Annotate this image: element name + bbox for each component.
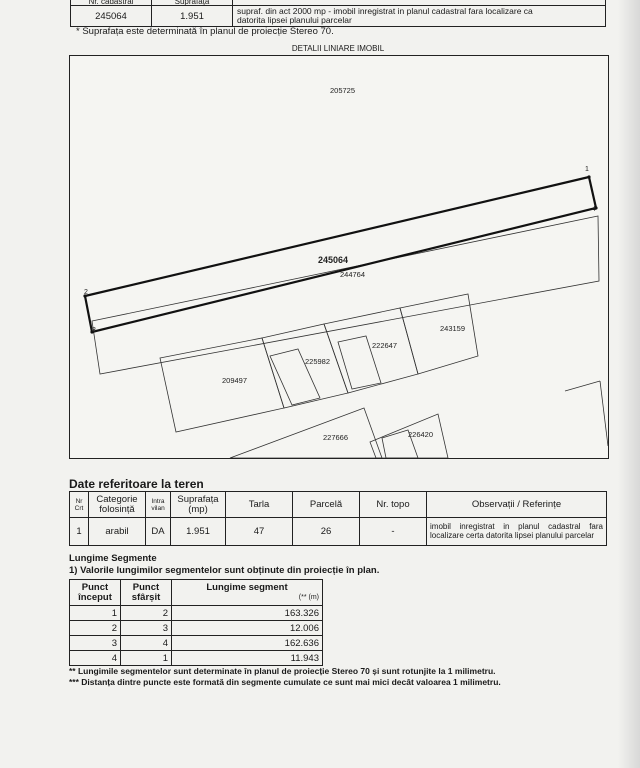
label-209497: 209497 bbox=[222, 376, 248, 385]
col-parcela: Parcelă bbox=[293, 492, 360, 518]
neighbour-edge-right-2 bbox=[600, 381, 608, 446]
segments-subtitle: 1) Valorile lungimilor segmentelor sunt obținute din proiecție în plan. bbox=[69, 565, 380, 576]
note-line-1: supraf. din act 2000 mp - imobil inregistrat in planul cadastral fara localizare ca bbox=[237, 6, 533, 16]
point-label-4: 4 bbox=[592, 206, 596, 213]
row-parcela: 26 bbox=[293, 518, 360, 546]
seg-end: 1 bbox=[121, 651, 172, 666]
row-observations: imobil inregistrat in planul cadastral fara localizare certa datorita lipsei planului parcelar bbox=[427, 518, 607, 546]
table-row bbox=[70, 621, 323, 636]
area-value: 1.951 bbox=[152, 6, 233, 27]
point-label-1: 1 bbox=[585, 166, 589, 173]
neighbour-parcel-209497 bbox=[160, 338, 284, 432]
point-label-2: 2 bbox=[84, 289, 88, 296]
table-row bbox=[70, 518, 607, 546]
table-row bbox=[70, 651, 323, 666]
col-topo: Nr. topo bbox=[360, 492, 427, 518]
col-end-point: Punct sfârșit bbox=[121, 580, 172, 606]
label-225982: 225982 bbox=[305, 357, 331, 366]
land-data-table bbox=[69, 491, 607, 546]
neighbour-edge-right bbox=[565, 381, 600, 391]
label-226420: 226420 bbox=[408, 430, 434, 439]
table-row bbox=[70, 636, 323, 651]
seg-length: 11.943 bbox=[172, 651, 323, 666]
neighbour-parcel-under-main bbox=[92, 216, 599, 374]
seg-end: 2 bbox=[121, 606, 172, 621]
row-nr: 1 bbox=[70, 518, 89, 546]
header-area: Suprafața bbox=[152, 0, 233, 6]
col-tarla: Tarla bbox=[226, 492, 293, 518]
col-segment-length bbox=[172, 580, 323, 606]
row-area: 1.951 bbox=[171, 518, 226, 546]
drawing-title: DETALII LINIARE IMOBIL bbox=[291, 44, 385, 53]
footnote-1: ** Lungimile segmentelor sunt determinate în planul de proiecție Stereo 70 și sunt rotunjite la 1 milimetru. bbox=[69, 666, 496, 676]
row-category: arabil bbox=[89, 518, 146, 546]
col-nr: Nr Crt bbox=[70, 492, 89, 518]
footnote-2: *** Distanța dintre puncte este formată din segmente cumulate ce sunt mai mici decât valoarea 1 milimetru. bbox=[69, 677, 501, 687]
seg-length: 12.006 bbox=[172, 621, 323, 636]
label-main-parcel: 245064 bbox=[318, 255, 349, 265]
cadastral-summary-table bbox=[70, 0, 606, 27]
segment-length-unit: (** (m) bbox=[298, 593, 319, 601]
segment-length-label: Lungime segment bbox=[206, 581, 288, 593]
row-tarla: 47 bbox=[226, 518, 293, 546]
row-intravilan: DA bbox=[146, 518, 171, 546]
point-1-marker bbox=[587, 175, 590, 178]
segments-title: Lungime Segmente bbox=[69, 553, 157, 564]
projection-note: * Suprafața este determinată în planul de proiecție Stereo 70. bbox=[76, 26, 334, 37]
seg-start: 3 bbox=[70, 636, 121, 651]
page-edge-shadow bbox=[618, 0, 640, 768]
label-244764: 244764 bbox=[340, 270, 366, 279]
col-category: Categorie folosință bbox=[89, 492, 146, 518]
seg-start: 2 bbox=[70, 621, 121, 636]
section-title: Date referitoare la teren bbox=[69, 477, 204, 491]
cadastral-number: 245064 bbox=[71, 6, 152, 27]
notes-cell bbox=[233, 6, 606, 27]
seg-length: 163.326 bbox=[172, 606, 323, 621]
label-222647: 222647 bbox=[372, 341, 398, 350]
header-cadastral: Nr. cadastral bbox=[71, 0, 152, 6]
col-area: Suprafața (mp) bbox=[171, 492, 226, 518]
seg-start: 4 bbox=[70, 651, 121, 666]
label-205725: 205725 bbox=[330, 86, 356, 95]
note-line-2: datorita lipsei planului parcelar bbox=[237, 15, 352, 25]
seg-length: 162.636 bbox=[172, 636, 323, 651]
table-row bbox=[70, 606, 323, 621]
segments-table bbox=[69, 579, 323, 666]
seg-end: 4 bbox=[121, 636, 172, 651]
col-start-point: Punct început bbox=[70, 580, 121, 606]
label-243159: 243159 bbox=[440, 324, 466, 333]
seg-start: 1 bbox=[70, 606, 121, 621]
label-227666: 227666 bbox=[323, 433, 349, 442]
col-intravilan: Intra vilan bbox=[146, 492, 171, 518]
neighbour-parcel-227666 bbox=[230, 408, 382, 458]
col-observations: Observații / Referințe bbox=[427, 492, 607, 518]
seg-end: 3 bbox=[121, 621, 172, 636]
row-topo: - bbox=[360, 518, 427, 546]
point-label-3: 3 bbox=[92, 327, 96, 334]
parcel-drawing bbox=[69, 55, 609, 459]
